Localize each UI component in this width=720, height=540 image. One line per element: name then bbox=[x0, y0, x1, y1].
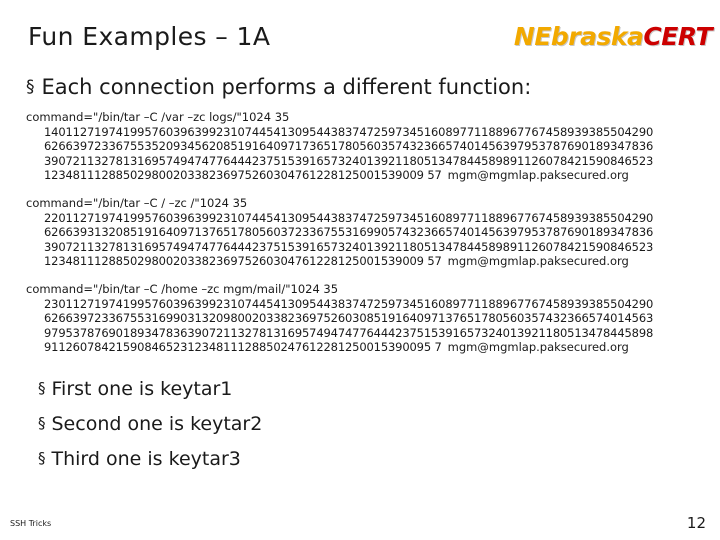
key-data-line-with-comment bbox=[26, 168, 696, 183]
sub-bullet-3 bbox=[38, 448, 241, 470]
footer-label: SSH Tricks bbox=[10, 519, 52, 528]
key-data-line: 1401127197419957603963992310744541309544383747259734516089771188967767458939385504290 bbox=[44, 124, 654, 139]
command-block-3 bbox=[26, 282, 696, 355]
bullet-marker-icon: § bbox=[38, 449, 46, 467]
command-block-2 bbox=[26, 196, 696, 269]
sub-bullet-2-label: Second one is keytar2 bbox=[51, 413, 263, 435]
key-data-line: 9795378769018934783639072113278131695749474776444237515391657324013921180513478445898 bbox=[44, 325, 654, 340]
key-data-tail: 12348111288502980020338236975260304761228125001539009 57 bbox=[44, 254, 442, 269]
key-comment-email: mgm@mgmlap.paksecured.org bbox=[447, 254, 629, 269]
nebraska-cert-logo bbox=[514, 22, 712, 51]
bullet-marker-icon: § bbox=[26, 77, 35, 97]
logo-text-nebraska: NEbraska bbox=[513, 22, 644, 51]
main-bullet-label: Each connection performs a different function: bbox=[41, 75, 532, 99]
key-data-line-with-comment bbox=[26, 254, 696, 269]
key-data-line: 6266397233675531699031320980020338236975260308519164097137651780560357432366574014563 bbox=[44, 311, 654, 326]
page-title: Fun Examples – 1A bbox=[28, 22, 271, 51]
key-data-line: 6266393132085191640971376517805603723367553169905743236657401456397953787690189347836 bbox=[44, 225, 654, 240]
key-data-line: 6266397233675535209345620851916409717365178056035743236657401456397953787690189347836 bbox=[44, 139, 654, 154]
command-line: command="/bin/tar –C /home –zc mgm/mail/"1024 35 bbox=[26, 282, 339, 296]
key-data-line-with-comment bbox=[26, 340, 696, 355]
main-bullet bbox=[26, 75, 531, 99]
command-line: command="/bin/tar –C /var –zc logs/"1024 35 bbox=[26, 110, 290, 124]
key-data-tail: 12348111288502980020338236975260304761228125001539009 57 bbox=[44, 168, 442, 183]
key-comment-email: mgm@mgmlap.paksecured.org bbox=[447, 340, 629, 355]
command-line: command="/bin/tar –C / –zc /"1024 35 bbox=[26, 196, 248, 210]
key-data-line: 3907211327813169574947477644423751539165732401392118051347844589891126078421590846523 bbox=[44, 153, 654, 168]
key-data-tail: 911260784215908465231234811128850247612281250015390095 7 bbox=[44, 340, 442, 355]
key-data-line: 3907211327813169574947477644423751539165732401392118051347844589891126078421590846523 bbox=[44, 239, 654, 254]
slide-page-number: 12 bbox=[686, 514, 706, 532]
sub-bullet-2 bbox=[38, 413, 262, 435]
key-data-line: 2301127197419957603963992310744541309544383747259734516089771188967767458939385504290 bbox=[44, 296, 654, 311]
command-block-1 bbox=[26, 110, 696, 183]
key-data-line: 2201127197419957603963992310744541309544383747259734516089771188967767458939385504290 bbox=[44, 210, 654, 225]
sub-bullet-1 bbox=[38, 378, 232, 400]
sub-bullet-1-label: First one is keytar1 bbox=[51, 378, 233, 400]
bullet-marker-icon: § bbox=[38, 379, 46, 397]
sub-bullet-3-label: Third one is keytar3 bbox=[51, 448, 241, 470]
logo-text-cert: CERT bbox=[643, 22, 712, 51]
bullet-marker-icon: § bbox=[38, 414, 46, 432]
key-comment-email: mgm@mgmlap.paksecured.org bbox=[447, 168, 629, 183]
